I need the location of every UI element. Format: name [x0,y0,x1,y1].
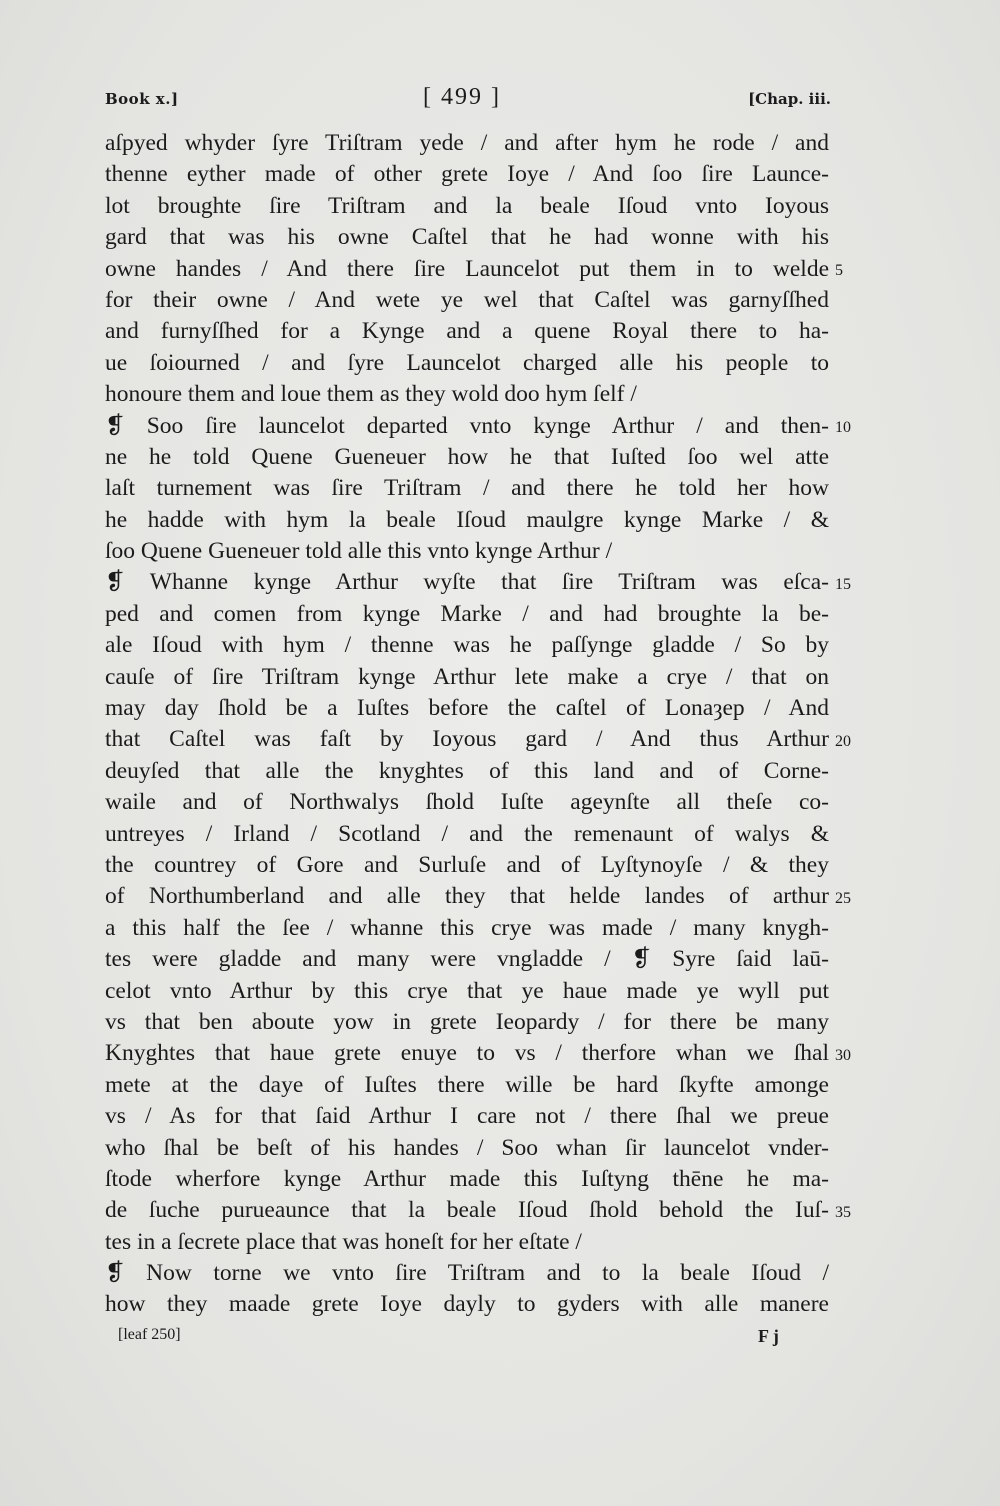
text-line-22: waile and of Northwalys ſhold Iuſte ageynſte all theſe co- [105,789,829,816]
text-line-8: ue ſoiourned / and ſyre Launcelot charged alle his people to [105,349,829,376]
text-line-20: that Caſtel was faſt by Ioyous gard / And thus Arthur [105,726,829,753]
text-line-11: ne he told Quene Gueneuer how he that Iuſted ſoo wel atte [105,443,829,470]
text-line-5: owne handes / And there ſire Launcelot put them in to welde [105,255,829,282]
margin-line-number-30: 30 [835,1047,851,1064]
text-line-34: ſtode wherfore kynge Arthur made this Iuſtyng thēne he ma- [105,1165,829,1192]
text-line-19: may day ſhold be a Iuſtes before the caſtel of Lonaȝep / And [105,695,829,722]
text-line-7: and furnyſſhed for a Kynge and a quene Royal there to ha- [105,318,829,345]
margin-line-number-15: 15 [835,576,851,593]
text-line-21: deuyſed that alle the knyghtes of this land and of Corne- [105,757,829,784]
text-line-27: tes were gladde and many were vngladde / ❡ Syre ſaid laū- [105,946,829,973]
book-label: Book x.] [105,90,179,108]
text-line-16: ped and comen from kynge Marke / and had broughte la be- [105,600,829,627]
margin-line-number-35: 35 [835,1204,851,1221]
text-line-18: cauſe of ſire Triſtram kynge Arthur lete make a crye / that on [105,663,829,690]
margin-line-number-20: 20 [835,733,851,750]
text-line-33: who ſhal be beſt of his handes / Soo whan ſir launcelot vnder- [105,1134,829,1161]
running-header [105,84,831,118]
chapter-label: [Chap. iii. [748,90,831,108]
text-line-37: ❡ Now torne we vnto ſire Triſtram and to la beale Iſoud / [105,1260,829,1287]
text-line-13: he hadde with hym la beale Iſoud maulgre kynge Marke / & [105,506,829,533]
text-line-24: the countrey of Gore and Surluſe and of Lyſtynoyſe / & they [105,851,829,878]
text-line-2: thenne eyther made of other grete Ioye / And ſoo ſire Launce- [105,161,829,188]
text-line-12: laſt turnement was ſire Triſtram / and there he told her how [105,475,829,502]
main-text-block [105,128,829,1321]
text-line-31: mete at the daye of Iuſtes there wille be hard ſkyfte amonge [105,1071,829,1098]
text-line-23: untreyes / Irland / Scotland / and the remenaunt of walys & [105,820,829,847]
text-line-1: aſpyed whyder ſyre Triſtram yede / and after hym he rode / and [105,130,829,156]
text-line-26: a this half the ſee / whanne this crye was made / many knygh- [105,914,829,941]
margin-line-number-5: 5 [835,262,843,279]
text-line-32: vs / As for that ſaid Arthur I care not / there ſhal we preue [105,1103,829,1130]
text-line-29: vs that ben aboute yow in grete Ieopardy / for there be many [105,1008,829,1035]
text-line-9: honoure them and loue them as they wold doo hym ſelf / [105,381,637,408]
text-line-28: celot vnto Arthur by this crye that ye haue made ye wyll put [105,977,829,1004]
text-line-25: of Northumberland and alle they that helde landes of arthur [105,883,829,910]
signature-mark: F j [758,1326,779,1346]
leaf-reference: [leaf 250] [118,1326,181,1343]
text-line-35: de ſuche purueaunce that la beale Iſoud ſhold behold the Iuſ- [105,1197,829,1224]
text-line-4: gard that was his owne Caſtel that he had wonne with his [105,224,829,251]
text-line-36: tes in a ſecrete place that was honeſt for her eſtate / [105,1228,582,1255]
page-number: [ 499 ] [423,84,501,110]
page-footer [118,1326,798,1354]
text-line-17: ale Iſoud with hym / thenne was he paſſynge gladde / So by [105,632,829,659]
text-line-6: for their owne / And wete ye wel that Caſtel was garnyſſhed [105,286,829,313]
text-line-30: Knyghtes that haue grete enuye to vs / therfore whan we ſhal [105,1040,829,1067]
text-line-10: ❡ Soo ſire launcelot departed vnto kynge Arthur / and then- [105,412,829,439]
text-line-15: ❡ Whanne kynge Arthur wyſte that ſire Triſtram was eſca- [105,569,829,596]
margin-line-number-10: 10 [835,419,851,436]
text-line-14: ſoo Quene Gueneuer told alle this vnto kynge Arthur / [105,538,613,565]
text-line-3: lot broughte ſire Triſtram and la beale Iſoud vnto Ioyous [105,192,829,219]
text-line-38: how they maade grete Ioye dayly to gyders with alle manere [105,1291,829,1318]
margin-line-number-25: 25 [835,890,851,907]
